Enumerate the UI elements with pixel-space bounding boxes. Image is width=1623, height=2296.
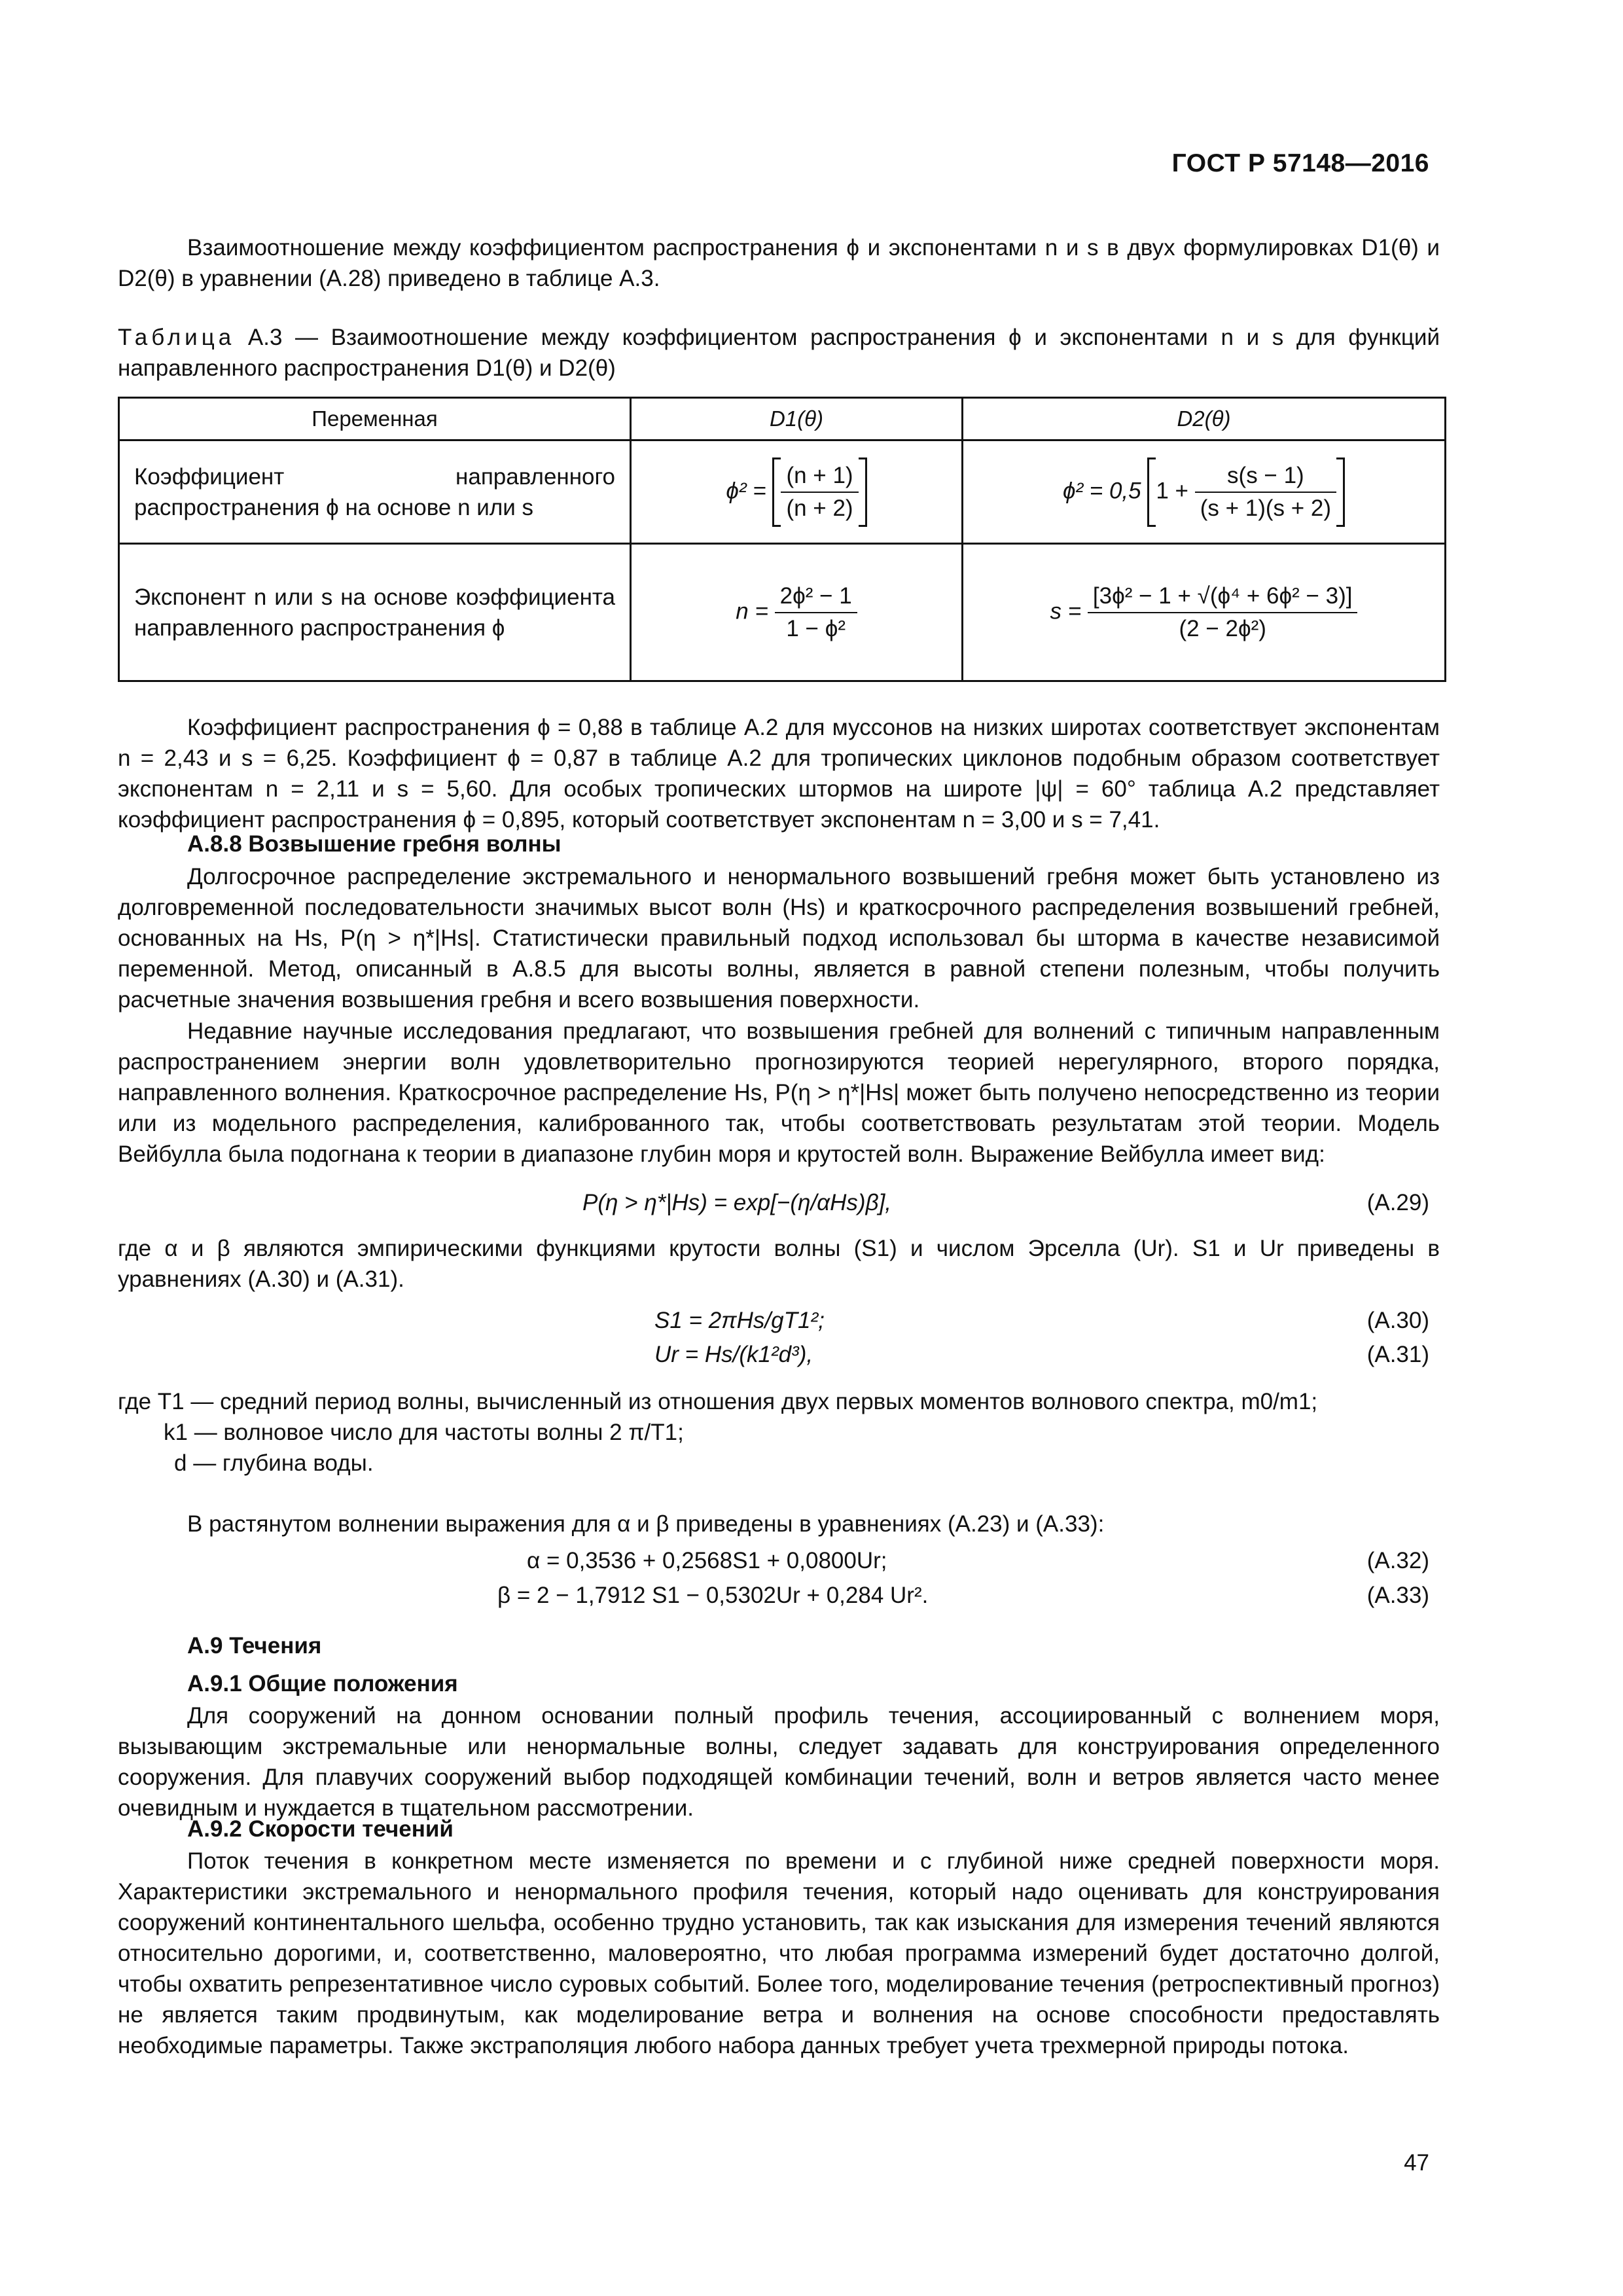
formula-numerator: (n + 1) [781, 463, 858, 493]
definition-d: d — глубина воды. [174, 1450, 374, 1476]
bracket-right [859, 457, 867, 527]
equation-a30: S1 = 2πHs/gT1²; [654, 1308, 825, 1333]
table-row-label: Коэффициент направленного распространения ϕ на основе n или s [119, 440, 631, 544]
table-header-row [119, 398, 1446, 440]
formula-denominator: (2 − 2ϕ²) [1179, 615, 1266, 641]
formula-numerator: s(s − 1) [1195, 463, 1336, 493]
definitions-list [118, 1386, 1446, 1479]
paragraph-current-velocities: Поток течения в конкретном месте изменяется по времени и с глубиной ниже средней поверхности моря. Характеристики экстремального и ненормального профиля течения, который надо оценивать для конструирования сооружений континентального шельфа, особенно трудно установить, так как изыскания для измерения течений являются относительно дорогими, и, соответственно, маловероятно, что любая программа измерений будет достаточно долгой, чтобы охватить репрезентативное число суровых событий. Более того, моделирование течения (ретроспективный прогноз) не является таким продвинутым, как моделирование ветра и волнения на основе способности предоставлять необходимые параметры. Также экстраполяция любого набора данных требует учета трехмерной природы потока. [118, 1848, 1440, 2058]
equation-a29: P(η > η*|Hs) = exp[−(η/αHs)β], [582, 1190, 892, 1215]
document-header: ГОСТ Р 57148—2016 [1171, 149, 1429, 177]
formula-lhs: ϕ² = [726, 477, 766, 503]
table-row-label: Экспонент n или s на основе коэффициента направленного распространения ϕ [119, 544, 631, 681]
equation-a32: α = 0,3536 + 0,2568S1 + 0,0800Ur; [527, 1548, 887, 1573]
heading-a9: А.9 Течения [187, 1633, 322, 1659]
table-caption-prefix: Таблица [118, 325, 236, 350]
equation-number-a31: (А.31) [1366, 1342, 1429, 1367]
formula-denominator: (n + 2) [786, 495, 853, 521]
paragraph-general-provisions: Для сооружений на донном основании полный профиль течения, ассоциированный с волнением моря, вызывающим экстремальные или ненормальные волны, следует задавать для конструирования определенного сооружения. Для плавучих сооружений выбор подходящей комбинации течений, волн и ветров является часто менее очевидным и нуждается в тщательном рассмотрении. [118, 1703, 1440, 1821]
equation-a31: Ur = Hs/(k1²d³), [654, 1342, 813, 1367]
paragraph-crest-distribution: Долгосрочное распределение экстремального и ненормального возвышений гребня может быть установлено из долговременной последовательности значимых высот волн (Hs) и краткосрочного распределения возвышений гребней, основанных на Hs, P(η > η*|Hs|. Статистически правильный подход использовал бы шторма в качестве независимой переменной. Метод, описанный в А.8.5 для высоты волны, является в равной степени полезным, чтобы получить расчетные значения возвышения гребня и всего возвышения поверхности. [118, 864, 1440, 1013]
paragraph-spreading-coefficients: Коэффициент распространения ϕ = 0,88 в таблице А.2 для муссонов на низких широтах соответствует экспонентам n = 2,43 и s = 6,25. Коэффициент ϕ = 0,87 в таблице А.2 для тропических циклонов подобным образом соответствует экспонентам n = 2,11 и s = 5,60. Для особых тропических штормов на широте |ψ| = 60° таблица А.2 представляет коэффициент распространения ϕ = 0,895, который соответствует экспонентам n = 3,00 и s = 7,41. [118, 715, 1440, 833]
formula-denominator: 1 − ϕ² [786, 615, 846, 641]
paragraph-alpha-beta: где α и β являются эмпирическими функциями крутости волны (S1) и числом Эрселла (Ur). S1 и Ur приведены в уравнениях (А.30) и (А.31). [118, 1236, 1440, 1292]
table-caption [118, 322, 1440, 384]
table-caption-text: А.3 — Взаимоотношение между коэффициентом распространения ϕ и экспонентами n и s для функций направленного распространения D1(θ) и D2(θ) [118, 325, 1440, 381]
formula-lhs: s = [1050, 598, 1082, 624]
formula-d2-s [963, 544, 1446, 681]
bracket-left [1147, 457, 1156, 527]
formula-lhs: n = [736, 598, 768, 624]
intro-paragraph: Взаимоотношение между коэффициентом распространения ϕ и экспонентами n и s в двух формулировках D1(θ) и D2(θ) в уравнении (А.28) приведено в таблице А.3. [118, 235, 1440, 291]
formula-numerator: 2ϕ² − 1 [775, 583, 857, 613]
table-row [119, 544, 1446, 681]
paragraph-stretched-sea: В растянутом волнении выражения для α и β приведены в уравнениях (А.23) и (А.33): [187, 1511, 1105, 1537]
heading-a88: А.8.8 Возвышение гребня волны [187, 831, 562, 857]
table-header-d1: D1(θ) [631, 398, 963, 440]
equation-number-a33: (А.33) [1366, 1583, 1429, 1608]
bracket-left [772, 457, 781, 527]
equation-number-a29: (А.29) [1366, 1190, 1429, 1215]
formula-numerator: [3ϕ² − 1 + √(ϕ⁴ + 6ϕ² − 3)] [1088, 583, 1358, 613]
formula-d1-phi [631, 440, 963, 544]
relation-table [118, 397, 1446, 682]
heading-a92: А.9.2 Скорости течений [187, 1816, 454, 1842]
formula-denominator: (s + 1)(s + 2) [1200, 495, 1332, 521]
bracket-right [1336, 457, 1345, 527]
formula-fraction [775, 583, 857, 642]
formula-d1-n [631, 544, 963, 681]
definition-t1: где T1 — средний период волны, вычисленный из отношения двух первых моментов волнового спектра, m0/m1; [118, 1389, 1318, 1414]
table-row [119, 440, 1446, 544]
definition-k1: k1 — волновое число для частоты волны 2 π/T1; [164, 1420, 684, 1445]
formula-fraction [1088, 583, 1358, 642]
table-header-d2: D2(θ) [963, 398, 1446, 440]
formula-prefix: 1 + [1156, 477, 1188, 503]
formula-d2-phi [963, 440, 1446, 544]
equation-a33: β = 2 − 1,7912 S1 − 0,5302Ur + 0,284 Ur². [497, 1583, 929, 1608]
formula-fraction [781, 463, 858, 522]
table-header-variable: Переменная [119, 398, 631, 440]
paragraph-recent-research: Недавние научные исследования предлагают, что возвышения гребней для волнений с типичным направленным распространением энергии волн удовлетворительно прогнозируются теорией нерегулярного, второго порядка, направленного волнения. Краткосрочное распределение Hs, P(η > η*|Hs| может быть получено непосредственно из теории или из модельного распределения, калиброванного так, чтобы соответствовать результатам этой теории. Модель Вейбулла была подогнана к теории в диапазоне глубин моря и крутостей волн. Выражение Вейбулла имеет вид: [118, 1018, 1440, 1167]
page-number: 47 [1404, 2150, 1429, 2176]
heading-a91: А.9.1 Общие положения [187, 1671, 458, 1696]
equation-number-a30: (А.30) [1366, 1308, 1429, 1333]
formula-fraction [1195, 463, 1336, 522]
equation-number-a32: (А.32) [1366, 1548, 1429, 1573]
formula-lhs: ϕ² = 0,5 [1062, 477, 1141, 503]
